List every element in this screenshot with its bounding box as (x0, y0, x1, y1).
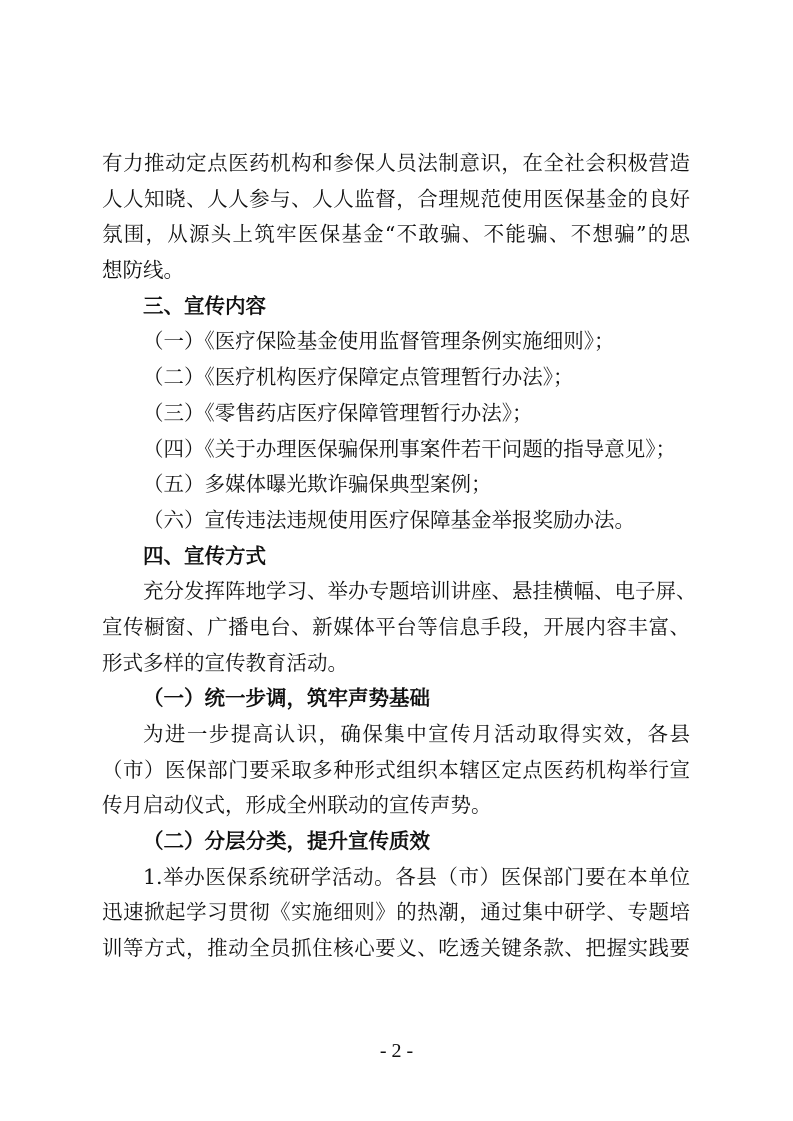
section-heading-method: 四、宣传方式 (143, 543, 266, 568)
subheading-1: （一）统一步调，筑牢声势基础 (143, 686, 430, 711)
subheading-2: （二）分层分类，提升宣传质效 (143, 829, 430, 854)
list-item: （一）《医疗保险基金使用监督管理条例实施细则》； (143, 329, 615, 354)
paragraph-line: 充分发挥阵地学习、举办专题培训讲座、悬挂横幅、电子屏、 (143, 579, 697, 604)
page-number: - 2 - (379, 1040, 414, 1062)
list-item: （三）《零售药店医疗保障管理暂行办法》； (143, 400, 533, 425)
paragraph-line: 想防线。 (102, 258, 184, 283)
paragraph-line: 形式多样的宣传教育活动。 (102, 650, 348, 675)
paragraph-line: 传月启动仪式，形成全州联动的宣传声势。 (102, 793, 492, 818)
list-item: （四）《关于办理医保骗保刑事案件若干问题的指导意见》； (143, 436, 676, 461)
paragraph-line: 有力推动定点医药机构和参保人员法制意识，在全社会积极营造 (102, 151, 690, 175)
section-heading-content: 三、宣传内容 (143, 293, 266, 318)
list-item: （二）《医疗机构医疗保障定点管理暂行办法》； (143, 365, 574, 390)
paragraph-line: 训等方式，推动全员抓住核心要义、吃透关键条款、把握实践要 (102, 936, 690, 961)
body-text (102, 146, 697, 967)
paragraph-line: 氛围，从源头上筑牢医保基金“不敢骗、不能骗、不想骗”的思 (102, 222, 690, 247)
list-item: （六）宣传违法违规使用医疗保障基金举报奖励办法。 (143, 507, 635, 532)
list-item: （五）多媒体曝光欺诈骗保典型案例； (143, 472, 492, 497)
paragraph-line: 人人知晓、人人参与、人人监督，合理规范使用医保基金的良好 (102, 186, 690, 211)
paragraph-line: 为进一步提高认识，确保集中宣传月活动取得实效，各县 (143, 722, 690, 746)
paragraph-line: 迅速掀起学习贯彻《实施细则》的热潮，通过集中研学、专题培 (102, 900, 690, 925)
paragraph-line: 宣传橱窗、广播电台、新媒体平台等信息手段，开展内容丰富、 (102, 614, 690, 639)
paragraph-line: 1.举办医保系统研学活动。各县（市）医保部门要在本单位 (143, 864, 690, 889)
paragraph-line: （市）医保部门要采取多种形式组织本辖区定点医药机构举行宣 (102, 757, 690, 782)
